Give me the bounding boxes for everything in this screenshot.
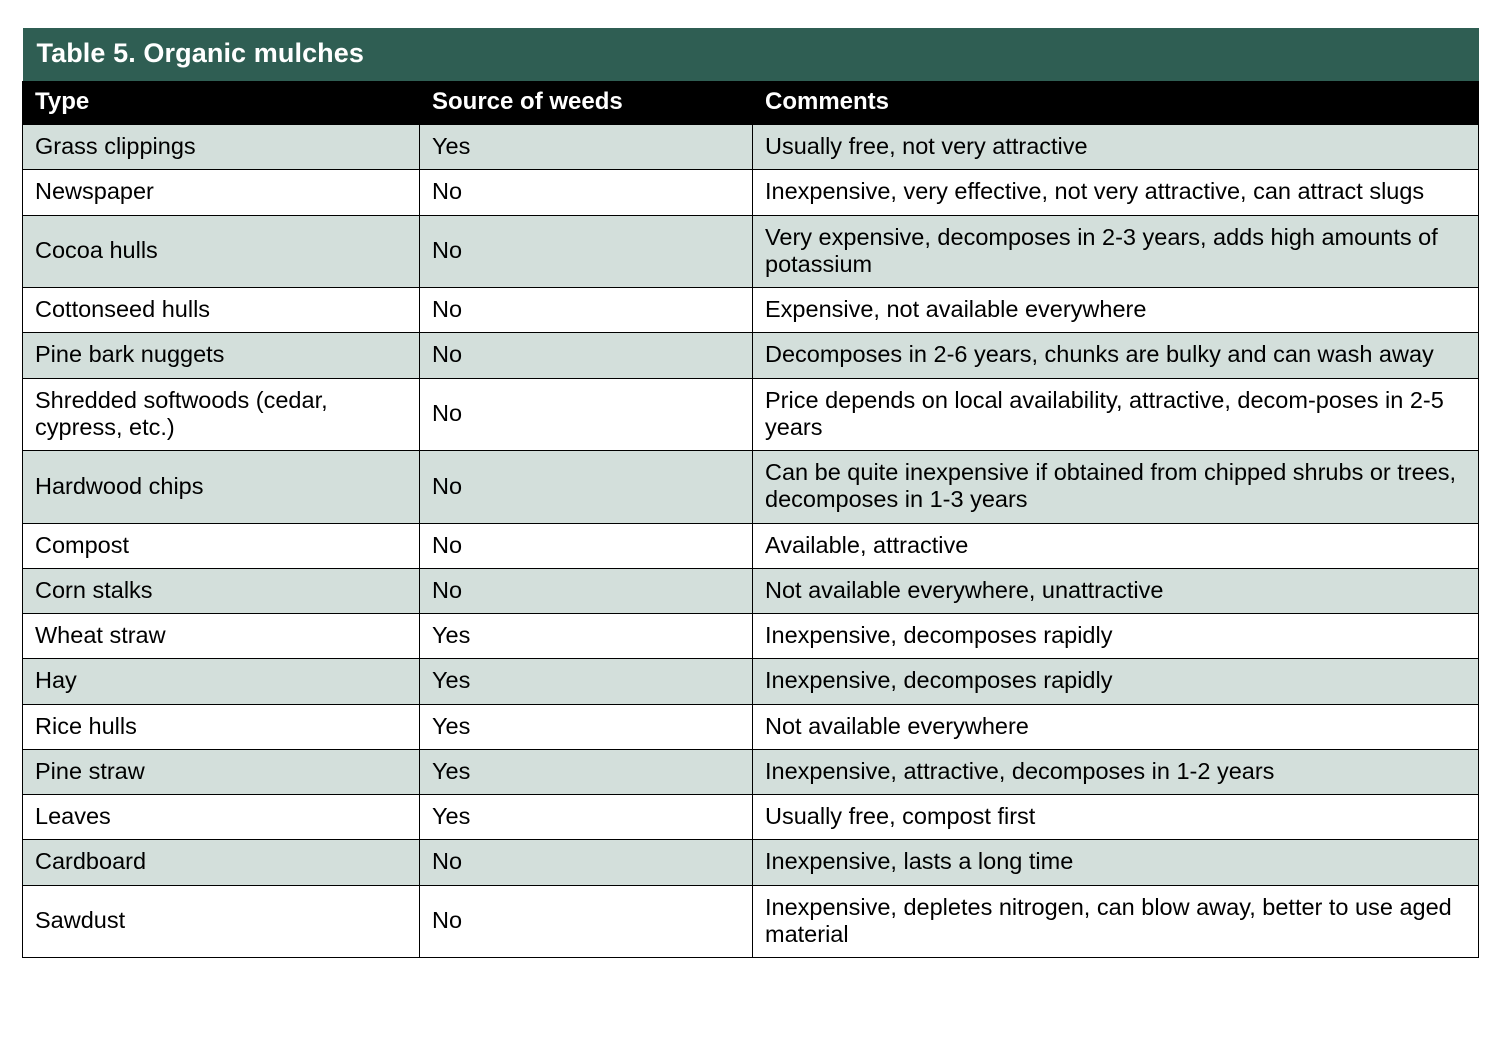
cell-source-of-weeds: No: [420, 840, 753, 885]
table-row: [23, 170, 1479, 215]
organic-mulches-table-container: [22, 28, 1478, 958]
cell-type: Cottonseed hulls: [23, 288, 420, 333]
table-row: [23, 749, 1479, 794]
table-row: [23, 795, 1479, 840]
table-title-row: [23, 28, 1479, 82]
cell-type: Leaves: [23, 795, 420, 840]
cell-source-of-weeds: No: [420, 215, 753, 288]
cell-comments: Inexpensive, very effective, not very attractive, can attract slugs: [753, 170, 1479, 215]
cell-comments: Price depends on local availability, attractive, decom-poses in 2-5 years: [753, 378, 1479, 451]
column-header-type: Type: [23, 82, 420, 125]
cell-type: Hardwood chips: [23, 451, 420, 524]
cell-type: Rice hulls: [23, 704, 420, 749]
cell-comments: Inexpensive, decomposes rapidly: [753, 659, 1479, 704]
cell-type: Wheat straw: [23, 614, 420, 659]
cell-type: Grass clippings: [23, 125, 420, 170]
table-header-row: [23, 82, 1479, 125]
cell-comments: Decomposes in 2-6 years, chunks are bulky and can wash away: [753, 333, 1479, 378]
organic-mulches-table: [22, 28, 1479, 958]
table-row: [23, 378, 1479, 451]
cell-source-of-weeds: No: [420, 451, 753, 524]
cell-comments: Available, attractive: [753, 523, 1479, 568]
table-row: [23, 885, 1479, 958]
cell-source-of-weeds: No: [420, 568, 753, 613]
cell-source-of-weeds: No: [420, 170, 753, 215]
cell-source-of-weeds: No: [420, 333, 753, 378]
cell-type: Cardboard: [23, 840, 420, 885]
table-title: Table 5. Organic mulches: [23, 28, 1479, 82]
cell-type: Pine bark nuggets: [23, 333, 420, 378]
cell-type: Pine straw: [23, 749, 420, 794]
cell-source-of-weeds: No: [420, 378, 753, 451]
cell-comments: Inexpensive, decomposes rapidly: [753, 614, 1479, 659]
table-row: [23, 568, 1479, 613]
cell-comments: Expensive, not available everywhere: [753, 288, 1479, 333]
cell-comments: Usually free, not very attractive: [753, 125, 1479, 170]
cell-comments: Very expensive, decomposes in 2-3 years, adds high amounts of potassium: [753, 215, 1479, 288]
table-row: [23, 215, 1479, 288]
table-row: [23, 704, 1479, 749]
cell-type: Shredded softwoods (cedar, cypress, etc.): [23, 378, 420, 451]
table-row: [23, 840, 1479, 885]
cell-comments: Inexpensive, depletes nitrogen, can blow away, better to use aged material: [753, 885, 1479, 958]
cell-comments: Usually free, compost first: [753, 795, 1479, 840]
cell-comments: Not available everywhere: [753, 704, 1479, 749]
cell-comments: Not available everywhere, unattractive: [753, 568, 1479, 613]
cell-comments: Inexpensive, attractive, decomposes in 1-2 years: [753, 749, 1479, 794]
cell-source-of-weeds: Yes: [420, 749, 753, 794]
table-row: [23, 659, 1479, 704]
column-header-source-of-weeds: Source of weeds: [420, 82, 753, 125]
table-row: [23, 614, 1479, 659]
cell-source-of-weeds: Yes: [420, 614, 753, 659]
cell-comments: Can be quite inexpensive if obtained from chipped shrubs or trees, decomposes in 1-3 years: [753, 451, 1479, 524]
cell-type: Corn stalks: [23, 568, 420, 613]
cell-type: Compost: [23, 523, 420, 568]
table-row: [23, 288, 1479, 333]
cell-source-of-weeds: Yes: [420, 795, 753, 840]
table-row: [23, 451, 1479, 524]
column-header-comments: Comments: [753, 82, 1479, 125]
table-row: [23, 523, 1479, 568]
cell-type: Hay: [23, 659, 420, 704]
cell-source-of-weeds: Yes: [420, 125, 753, 170]
cell-source-of-weeds: No: [420, 288, 753, 333]
cell-type: Newspaper: [23, 170, 420, 215]
cell-source-of-weeds: No: [420, 523, 753, 568]
cell-type: Cocoa hulls: [23, 215, 420, 288]
cell-source-of-weeds: No: [420, 885, 753, 958]
cell-type: Sawdust: [23, 885, 420, 958]
cell-source-of-weeds: Yes: [420, 704, 753, 749]
table-row: [23, 333, 1479, 378]
cell-comments: Inexpensive, lasts a long time: [753, 840, 1479, 885]
cell-source-of-weeds: Yes: [420, 659, 753, 704]
table-row: [23, 125, 1479, 170]
